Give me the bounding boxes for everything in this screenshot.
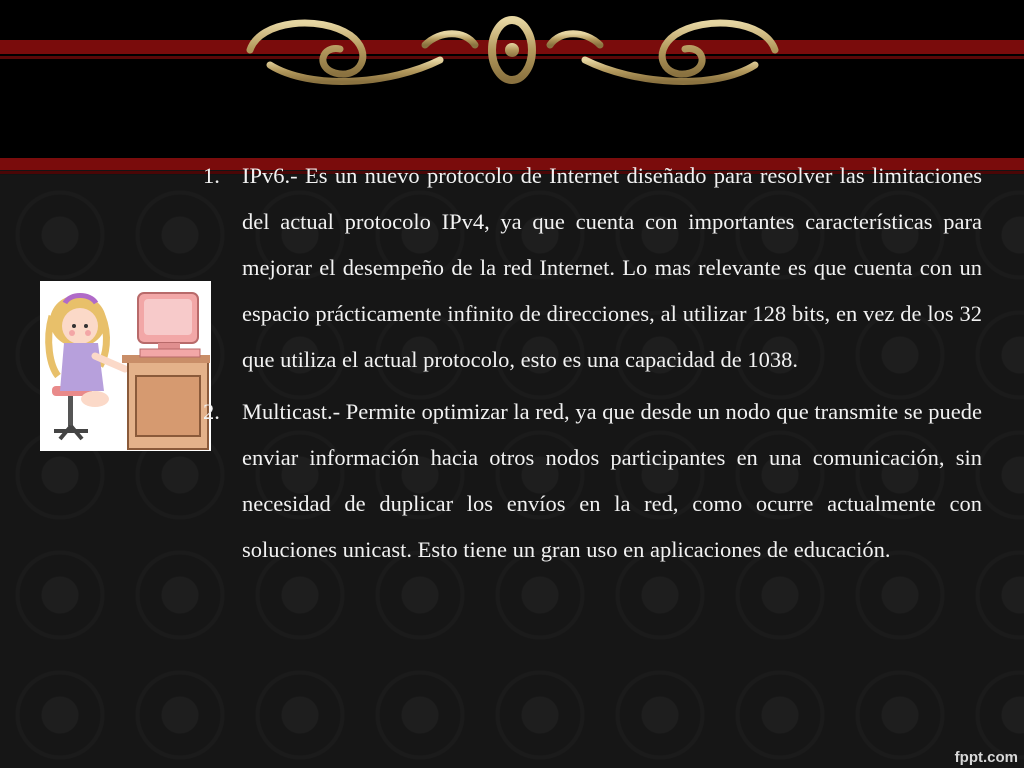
girl-at-computer-clipart [40, 281, 211, 451]
list-number: 1. [203, 163, 220, 188]
list-number: 2. [203, 399, 220, 424]
gold-ornament-icon [240, 5, 785, 95]
list-item [200, 389, 982, 573]
footer-brand: fppt.com [954, 749, 1018, 766]
list-item-text: Multicast.- Permite optimizar la red, ya que desde un nodo que transmite se puede enviar información hacia otros nodos participantes en una comunicación, sin necesidad de duplicar los envíos en la red, como ocurre actualmente con soluciones unicast. Esto tiene un gran uso en aplicaciones de educación. [242, 399, 982, 562]
list-item-text: IPv6.- Es un nuevo protocolo de Internet diseñado para resolver las limitaciones del actual protocolo IPv4, ya que cuenta con importantes características para mejorar el desempeño de la red Internet. Lo mas relevante es que cuenta con un espacio prácticamente infinito de direcciones, al utilizar 128 bits, en vez de los 32 que utiliza el actual protocolo, esto es una capacidad de 1038. [242, 163, 982, 372]
bullet-list [200, 153, 982, 579]
list-item [200, 153, 982, 383]
